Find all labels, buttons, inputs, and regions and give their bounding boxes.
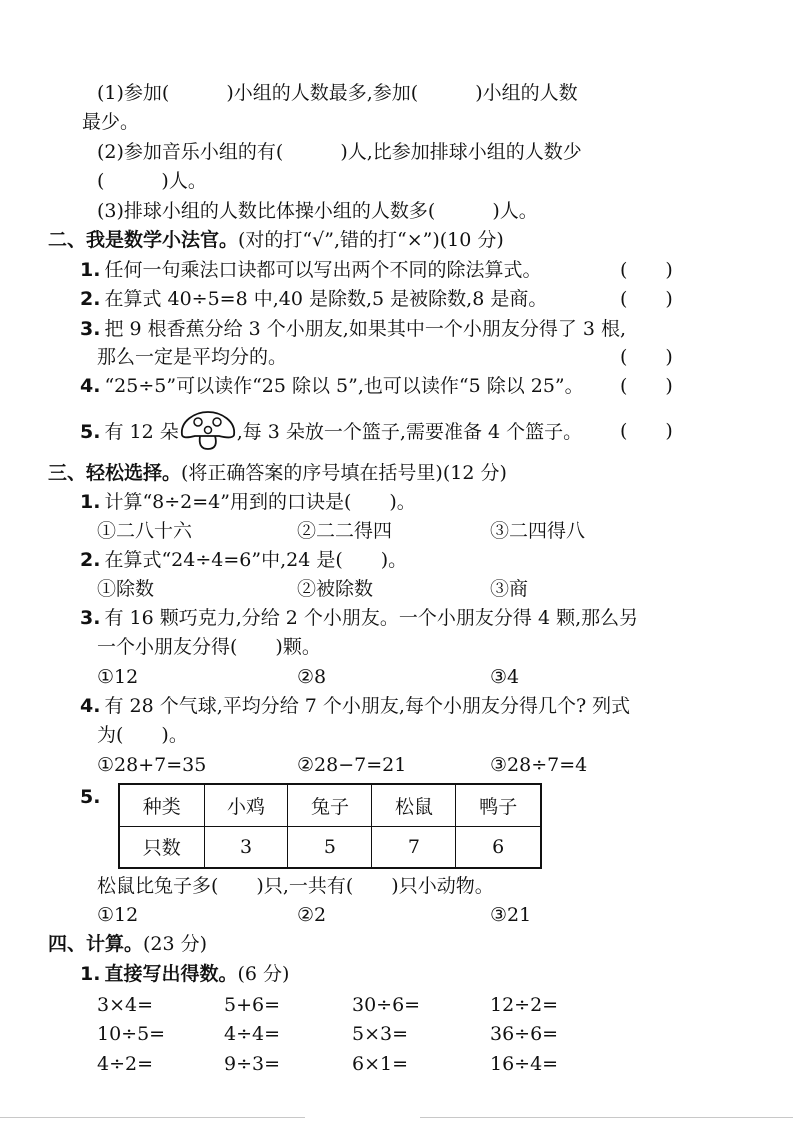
s2-item-1-answer-paren[interactable]: ( ) (620, 259, 673, 281)
s3-q2-num: 2. (80, 549, 101, 571)
calc-item[interactable]: 12÷2= (490, 994, 559, 1016)
s2-item-1-text: 任何一句乘法口诀都可以写出两个不同的除法算式。 (104, 259, 542, 281)
s3-q5-num: 5. (80, 786, 101, 808)
s3-q5-text: 松鼠比兔子多( )只,一共有( )只小动物。 (97, 875, 494, 897)
table-cell: 鸭子 (456, 784, 541, 826)
s2-item-4-text: “25÷5”可以读作“25 除以 5”,也可以读作“5 除以 25”。 (104, 375, 584, 397)
s2-item-3-num: 3. (80, 318, 101, 340)
s3-q4-line2: 为( )。 (97, 724, 188, 746)
s2-item-1-num: 1. (80, 259, 101, 281)
s2-item-4-num: 4. (80, 375, 101, 397)
s3-q2-option-1[interactable]: ①除数 (97, 578, 155, 600)
section4-note: (23 分) (143, 933, 208, 955)
calc-item[interactable]: 30÷6= (352, 994, 421, 1016)
s2-item-5 (80, 417, 582, 449)
s3-q2-option-2[interactable]: ②被除数 (297, 578, 374, 600)
s1-q1-line1: (1)参加( )小组的人数最多,参加( )小组的人数 (97, 82, 578, 104)
s3-q3-line2: 一个小朋友分得( )颗。 (97, 636, 321, 658)
s3-q4-line1: 有 28 个气球,平均分给 7 个小朋友,每个小朋友分得几个? 列式 (104, 695, 631, 717)
s2-item-3-text: 把 9 根香蕉分给 3 个小朋友,如果其中一个小朋友分得了 3 根, (104, 318, 627, 340)
s4-sub1-num: 1. (80, 963, 101, 985)
s4-sub1-note: (6 分) (237, 963, 290, 985)
s3-q3-line1: 有 16 颗巧克力,分给 2 个小朋友。一个小朋友分得 4 颗,那么另 (104, 607, 639, 629)
calc-item[interactable]: 10÷5= (97, 1023, 166, 1045)
s2-item-2-text: 在算式 40÷5=8 中,40 是除数,5 是被除数,8 是商。 (104, 288, 548, 310)
section3-heading: 三、轻松选择。 (48, 462, 182, 484)
section4-heading: 四、计算。 (48, 933, 144, 955)
footer-divider-left (0, 1117, 305, 1118)
mushroom-icon (179, 411, 237, 449)
s3-q2-text: 在算式“24÷4=6”中,24 是( )。 (104, 549, 408, 571)
s3-q2 (80, 546, 407, 574)
s2-item-5-answer-paren[interactable]: ( ) (620, 420, 673, 442)
s3-q3-option-3[interactable]: ③4 (490, 666, 520, 688)
s3-q5-option-2[interactable]: ②2 (297, 904, 327, 926)
calc-item[interactable]: 16÷4= (490, 1053, 559, 1075)
s3-q5-option-3[interactable]: ③21 (490, 904, 532, 926)
s2-item-2 (80, 285, 547, 313)
s2-item-2-num: 2. (80, 288, 101, 310)
animal-count-table (118, 783, 542, 869)
calc-item[interactable]: 3×4= (97, 994, 154, 1016)
s3-q5 (80, 783, 104, 811)
calc-item[interactable]: 4÷4= (224, 1023, 281, 1045)
s3-q4-option-2[interactable]: ②28−7=21 (297, 754, 407, 776)
table-cell: 兔子 (288, 784, 372, 826)
s3-q3 (80, 604, 638, 632)
s3-q4-num: 4. (80, 695, 101, 717)
s3-q1-text: 计算“8÷2=4”用到的口诀是( )。 (104, 491, 416, 513)
s3-q3-option-1[interactable]: ①12 (97, 666, 139, 688)
calc-item[interactable]: 4÷2= (97, 1053, 154, 1075)
s2-item-4-answer-paren[interactable]: ( ) (620, 375, 673, 397)
s2-item-3-line2: 那么一定是平均分的。 (97, 346, 288, 368)
table-cell: 只数 (119, 826, 204, 868)
table-cell: 小鸡 (204, 784, 288, 826)
s3-q2-option-3[interactable]: ③商 (490, 578, 529, 600)
section2-heading-line (48, 226, 504, 254)
s1-q1-line2: 最少。 (82, 111, 140, 133)
s2-item-3-answer-paren[interactable]: ( ) (620, 346, 673, 368)
calc-item[interactable]: 36÷6= (490, 1023, 559, 1045)
section2-note: (对的打“√”,错的打“×”)(10 分) (238, 229, 504, 251)
s2-item-5-post: ,每 3 朵放一个篮子,需要准备 4 个篮子。 (236, 421, 583, 443)
s3-q3-num: 3. (80, 607, 101, 629)
s1-q2-line1: (2)参加音乐小组的有( )人,比参加排球小组的人数少 (97, 141, 582, 163)
s2-item-1 (80, 256, 541, 284)
table-cell: 种类 (119, 784, 204, 826)
table-header-row (119, 784, 541, 826)
s4-sub1 (80, 960, 289, 988)
calc-item[interactable]: 5×3= (352, 1023, 409, 1045)
calc-item[interactable]: 5+6= (224, 994, 281, 1016)
table-cell: 3 (204, 826, 288, 868)
section3-note: (将正确答案的序号填在括号里)(12 分) (181, 462, 507, 484)
s2-item-3 (80, 315, 626, 343)
s1-q2-line2: ( )人。 (97, 170, 207, 192)
s4-sub1-title: 直接写出得数。 (104, 963, 238, 985)
footer-divider-right (420, 1117, 793, 1118)
s3-q5-option-1[interactable]: ①12 (97, 904, 139, 926)
s2-item-5-num: 5. (80, 421, 101, 443)
calc-item[interactable]: 9÷3= (224, 1053, 281, 1075)
section4-heading-line (48, 930, 207, 958)
s3-q1-option-1[interactable]: ①二八十六 (97, 520, 193, 542)
table-row (119, 826, 541, 868)
s2-item-5-pre: 有 12 朵 (104, 421, 179, 443)
table-cell: 7 (372, 826, 456, 868)
s3-q1-option-3[interactable]: ③二四得八 (490, 520, 586, 542)
table-cell: 5 (288, 826, 372, 868)
s3-q4-option-1[interactable]: ①28+7=35 (97, 754, 207, 776)
s2-item-4 (80, 372, 584, 400)
calc-item[interactable]: 6×1= (352, 1053, 409, 1075)
s3-q1-option-2[interactable]: ②二二得四 (297, 520, 393, 542)
s3-q1 (80, 488, 416, 516)
section2-heading: 二、我是数学小法官。 (48, 229, 239, 251)
s2-item-2-answer-paren[interactable]: ( ) (620, 288, 673, 310)
s1-q3: (3)排球小组的人数比体操小组的人数多( )人。 (97, 200, 538, 222)
s3-q3-option-2[interactable]: ②8 (297, 666, 327, 688)
table-cell: 松鼠 (372, 784, 456, 826)
s3-q4-option-3[interactable]: ③28÷7=4 (490, 754, 588, 776)
table-cell: 6 (456, 826, 541, 868)
s3-q4 (80, 692, 630, 720)
s3-q1-num: 1. (80, 491, 101, 513)
section3-heading-line (48, 459, 507, 487)
